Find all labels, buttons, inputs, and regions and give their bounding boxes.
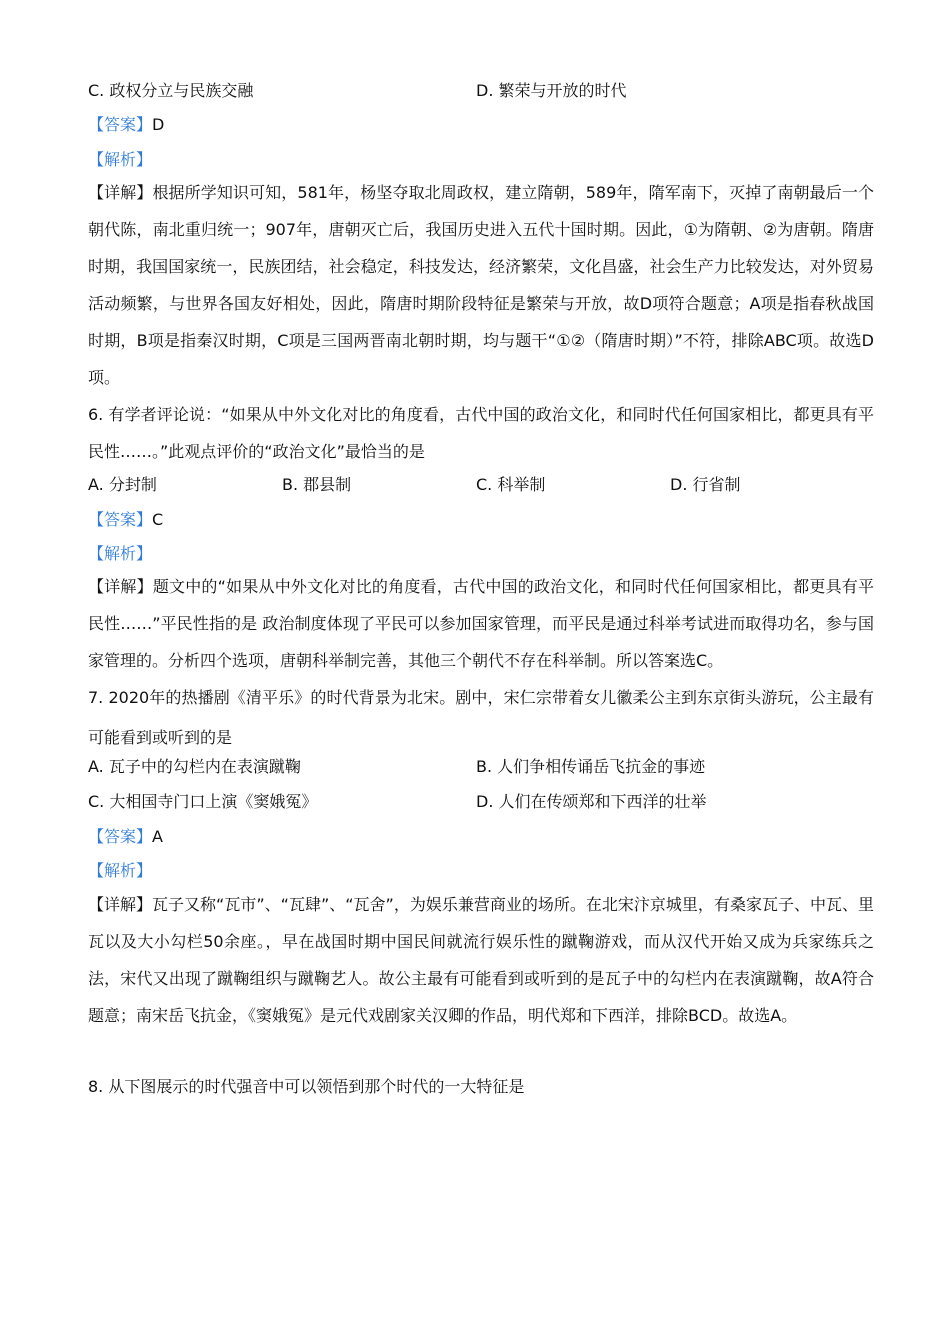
detail-tag: 【详解】	[88, 577, 153, 596]
q7-answer-line	[88, 827, 163, 847]
detail-tag: 【详解】	[88, 183, 153, 202]
q7-stem: 7. 2020年的热播剧《清平乐》的时代背景为北宋。剧中，宋仁宗带着女儿徽柔公主到东京街头游玩，公主最有可能看到或听到的是	[88, 688, 874, 747]
q6-option-d: D. 行省制	[670, 475, 741, 494]
q5-option-c: C. 政权分立与民族交融	[88, 81, 254, 100]
q6-option-b: B. 郡县制	[282, 475, 352, 494]
q6-answer-line	[88, 510, 163, 530]
detail-tag: 【详解】	[88, 895, 153, 914]
q5-option-d: D. 繁荣与开放的时代	[476, 81, 627, 100]
q6-analysis-tag: 【解析】	[88, 544, 153, 563]
detail-text: 题文中的“如果从中外文化对比的角度看，古代中国的政治文化，和同时代任何国家相比，都更具有平民性……”平民性指的是 政治制度体现了平民可以参加国家管理，而平民是通过科举考试进而取得功名，参与国家管理的。分析四个选项，唐朝科举制完善，其他三个朝代不存在科举制。所以答案选C。	[88, 577, 874, 670]
detail-text: 根据所学知识可知，581年，杨坚夺取北周政权，建立隋朝，589年，隋军南下，灭掉了南朝最后一个朝代陈，南北重归统一；907年，唐朝灭亡后，我国历史进入五代十国时期。因此，①为隋朝、②为唐朝。隋唐时期，我国国家统一，民族团结，社会稳定，科技发达，经济繁荣，文化昌盛，社会生产力比较发达，对外贸易活动频繁，与世界各国友好相处，因此，隋唐时期阶段特征是繁荣与开放，故D项符合题意；A项是指春秋战国时期，B项是指秦汉时期，C项是三国两晋南北朝时期，均与题干“①②（隋唐时期）”不符，排除ABC项。故选D项。	[88, 183, 874, 387]
q7-analysis-tag: 【解析】	[88, 861, 153, 880]
q7-detail	[88, 886, 874, 1034]
q7-option-a: A. 瓦子中的勾栏内在表演蹴鞠	[88, 757, 301, 776]
q6-detail	[88, 568, 874, 679]
q5-answer-line	[88, 115, 164, 135]
q5-detail	[88, 174, 874, 396]
answer-value: A	[152, 827, 163, 846]
answer-tag: 【答案】	[88, 115, 153, 134]
answer-tag: 【答案】	[88, 827, 153, 846]
answer-value: C	[152, 510, 164, 529]
detail-text: 瓦子又称“瓦市”、“瓦肆”、“瓦舍”，为娱乐兼营商业的场所。在北宋汴京城里，有桑家瓦子、中瓦、里瓦以及大小勾栏50余座。，早在战国时期中国民间就流行娱乐性的蹴鞠游戏，而从汉代开始又成为兵家练兵之法，宋代又出现了蹴鞠组织与蹴鞠艺人。故公主最有可能看到或听到的是瓦子中的勾栏内在表演蹴鞠，故A符合题意；南宋岳飞抗金，《窦娥冤》是元代戏剧家关汉卿的作品，明代郑和下西洋，排除BCD。故选A。	[88, 895, 874, 1025]
q8-stem: 8. 从下图展示的时代强音中可以领悟到那个时代的一大特征是	[88, 1077, 525, 1096]
q7-option-c: C. 大相国寺门口上演《窦娥冤》	[88, 792, 318, 811]
q6-stem: 6. 有学者评论说：“如果从中外文化对比的角度看，古代中国的政治文化，和同时代任何国家相比，都更具有平民性……。”此观点评价的“政治文化”最恰当的是	[88, 405, 874, 461]
q7-option-b: B. 人们争相传诵岳飞抗金的事迹	[476, 757, 706, 776]
q5-analysis-tag: 【解析】	[88, 150, 153, 169]
answer-value: D	[152, 115, 165, 134]
q6-option-c: C. 科举制	[476, 475, 546, 494]
q6-option-a: A. 分封制	[88, 475, 157, 494]
q7-option-d: D. 人们在传颂郑和下西洋的壮举	[476, 792, 707, 811]
answer-tag: 【答案】	[88, 510, 153, 529]
